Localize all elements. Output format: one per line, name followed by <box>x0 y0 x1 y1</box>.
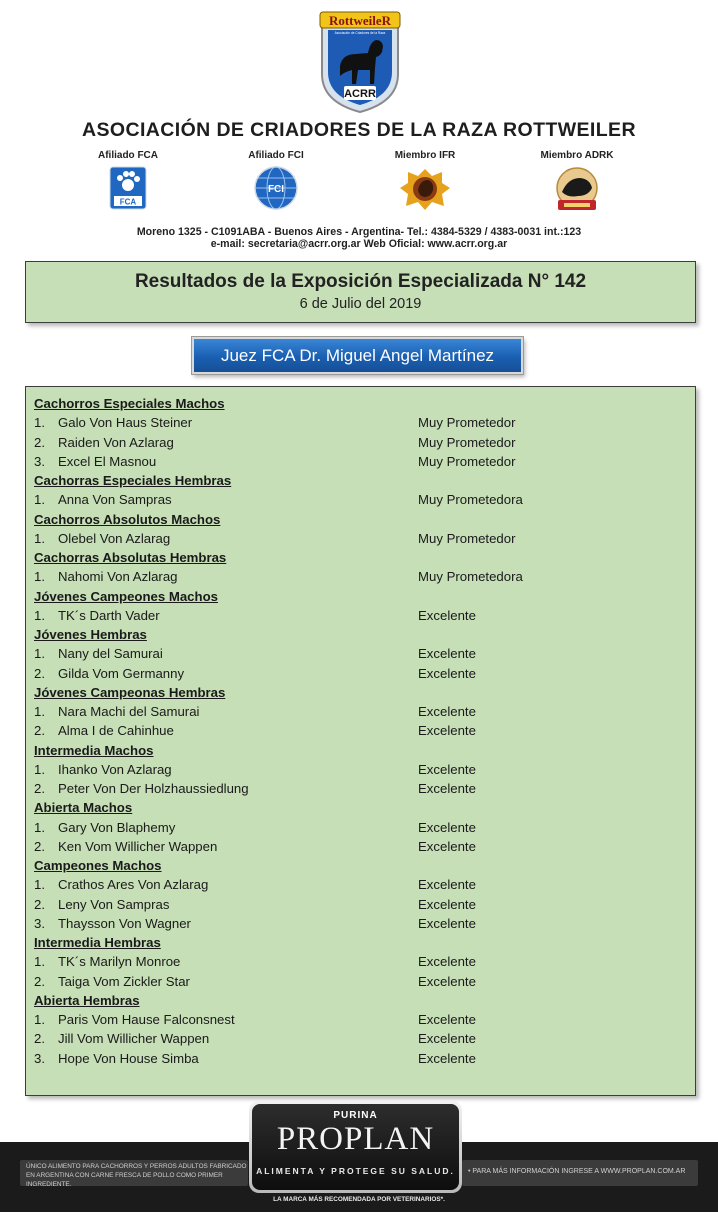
result-row <box>34 972 684 991</box>
result-grade: Excelente <box>418 704 476 719</box>
category-heading: Cachorros Absolutos Machos <box>34 511 221 527</box>
results-title-box <box>25 261 696 323</box>
result-position: 2. <box>34 781 45 796</box>
dog-name: Anna Von Sampras <box>58 492 172 508</box>
dog-name: Alma I de Cahinhue <box>58 723 174 739</box>
result-row <box>34 895 684 914</box>
result-row <box>34 567 684 586</box>
category-heading: Intermedia Hembras <box>34 935 161 950</box>
dog-name: Ken Vom Willicher Wappen <box>58 838 218 854</box>
dog-name: Excel El Masnou <box>58 453 157 469</box>
category-heading: Cachorras Especiales Hembras <box>34 473 232 488</box>
category-heading: Campeones Machos <box>34 858 162 873</box>
affiliation-ifr <box>370 150 480 212</box>
dog-name: Peter Von Der Holzhaussiedlung <box>58 781 249 796</box>
organization-name: ASOCIACIÓN DE CRIADORES DE LA RAZA ROTTWEILER <box>82 119 636 141</box>
result-row <box>34 1029 684 1048</box>
affiliation-adrk <box>522 150 632 214</box>
dog-name: Crathos Ares Von Azlarag <box>58 877 209 893</box>
result-row <box>34 721 684 740</box>
judge-banner: Juez FCA Dr. Miguel Angel Martínez <box>192 337 523 374</box>
result-position: 2. <box>34 838 45 854</box>
result-row <box>34 1049 684 1068</box>
category-heading: Intermedia Machos <box>34 742 154 758</box>
category-heading: Abierta Machos <box>34 800 133 816</box>
category-heading: Abierta Hembras <box>34 992 140 1008</box>
result-grade: Excelente <box>418 665 476 681</box>
result-position: 1. <box>34 646 45 662</box>
svg-text:RottweileR: RottweileR <box>328 13 392 28</box>
results-list <box>34 394 684 1068</box>
proplan-logo <box>249 1101 462 1193</box>
result-row <box>34 702 684 721</box>
result-grade: Excelente <box>418 1031 476 1047</box>
result-row <box>34 952 684 971</box>
result-position: 2. <box>34 723 45 739</box>
result-position: 1. <box>34 492 45 508</box>
category-heading: Jóvenes Campeones Machos <box>34 588 218 604</box>
result-position: 1. <box>34 877 45 893</box>
result-position: 1. <box>34 761 45 777</box>
result-grade: Excelente <box>418 819 476 835</box>
result-position: 1. <box>34 530 45 546</box>
result-grade: Excelente <box>418 973 476 989</box>
result-grade: Excelente <box>418 1012 476 1027</box>
result-grade: Excelente <box>418 954 476 970</box>
result-position: 3. <box>34 915 45 931</box>
results-date: 6 de Julio del 2019 <box>299 296 422 312</box>
result-grade: Excelente <box>418 646 476 662</box>
result-row <box>34 914 684 933</box>
result-row <box>34 760 684 779</box>
result-position: 1. <box>34 704 45 719</box>
dog-name: Nany del Samurai <box>58 646 163 662</box>
results-title: Resultados de la Exposición Especializada N° 142 <box>134 271 587 292</box>
result-grade: Excelente <box>418 877 476 893</box>
fci-globe-icon <box>252 166 300 210</box>
result-grade: Muy Prometedor <box>418 434 516 450</box>
result-position: 1. <box>34 569 45 585</box>
affiliation-label: Afiliado FCA <box>98 150 158 161</box>
dog-name: Hope Von House Simba <box>58 1050 199 1066</box>
result-row <box>34 433 684 452</box>
dog-name: Ihanko Von Azlarag <box>58 761 172 777</box>
result-row <box>34 664 684 683</box>
result-position: 3. <box>34 453 45 469</box>
dog-name: Olebel Von Azlarag <box>58 530 171 546</box>
result-row <box>34 1010 684 1029</box>
category-heading: Jóvenes Hembras <box>34 627 147 642</box>
affiliation-label: Afiliado FCI <box>248 150 304 161</box>
dog-name: Paris Vom Hause Falconsnest <box>58 1012 235 1027</box>
result-grade: Excelente <box>418 607 476 623</box>
acrr-logo <box>318 10 402 114</box>
affiliation-label: Miembro ADRK <box>540 150 614 161</box>
dog-name: Nara Machi del Samurai <box>58 704 200 719</box>
result-row <box>34 837 684 856</box>
sponsor-right-panel <box>462 1160 698 1186</box>
sponsor-bottom-text: LA MARCA MÁS RECOMENDADA POR VETERINARIOS*. <box>273 1196 445 1203</box>
ifr-emblem-icon <box>398 166 452 212</box>
result-grade: Excelente <box>418 896 476 912</box>
result-grade: Excelente <box>418 761 476 777</box>
category-heading: Jóvenes Campeonas Hembras <box>34 684 226 700</box>
address-line: Moreno 1325 - C1091ABA - Buenos Aires - Argentina- Tel.: 4384-5329 / 4383-0031 int.:123 <box>136 226 582 238</box>
svg-text:Asociación de Criadores de la: Asociación de Criadores de la Raza <box>334 31 386 35</box>
dog-name: Gilda Vom Germanny <box>58 665 185 681</box>
result-grade: Excelente <box>418 1050 476 1066</box>
dog-name: TK´s Marilyn Monroe <box>58 954 181 970</box>
svg-text:FCA: FCA <box>119 197 137 207</box>
category-heading: Cachorras Absolutas Hembras <box>34 550 227 565</box>
affiliation-fca <box>73 150 183 210</box>
result-row <box>34 529 684 548</box>
result-grade: Excelente <box>418 781 476 796</box>
proplan-tagline: ALIMENTA Y PROTEGE SU SALUD. <box>256 1166 455 1176</box>
dog-name: Leny Von Sampras <box>58 896 170 912</box>
result-position: 2. <box>34 896 45 912</box>
sponsor-left-text: ÚNICO ALIMENTO PARA CACHORROS Y PERROS ADULTOS FABRICADO EN ARGENTINA CON CARNE FRESCA DE POLLO COMO PRIMER INGREDIENTE. <box>26 1163 247 1188</box>
result-position: 2. <box>34 1031 45 1047</box>
result-position: 1. <box>34 415 45 431</box>
svg-text:FCI: FCI <box>267 184 285 195</box>
result-grade: Muy Prometedor <box>418 530 516 546</box>
result-row <box>34 875 684 894</box>
dog-name: Raiden Von Azlarag <box>58 434 174 450</box>
result-position: 3. <box>34 1050 45 1066</box>
result-grade: Muy Prometedor <box>418 453 516 469</box>
sponsor-right-text: • PARA MÁS INFORMACIÓN INGRESE A WWW.PROPLAN.COM.AR <box>468 1168 686 1175</box>
result-grade: Excelente <box>418 915 476 931</box>
result-row <box>34 779 684 798</box>
result-grade: Muy Prometedora <box>418 569 523 585</box>
contact-line: e-mail: secretaria@acrr.org.ar Web Oficial: www.acrr.org.ar <box>210 238 508 250</box>
result-row <box>34 413 684 432</box>
adrk-emblem-icon <box>554 166 600 214</box>
dog-name: Galo Von Haus Steiner <box>58 415 193 431</box>
dog-name: Nahomi Von Azlarag <box>58 569 178 585</box>
result-position: 1. <box>34 819 45 835</box>
result-position: 1. <box>34 1012 45 1027</box>
result-row <box>34 818 684 837</box>
affiliation-label: Miembro IFR <box>394 150 456 161</box>
result-grade: Muy Prometedora <box>418 492 523 508</box>
result-position: 2. <box>34 973 45 989</box>
result-grade: Excelente <box>418 723 476 739</box>
dog-name: Taiga Vom Zickler Star <box>58 973 190 989</box>
result-row <box>34 490 684 509</box>
fca-paw-icon <box>109 166 147 210</box>
purina-wordmark: PURINA <box>333 1110 378 1121</box>
result-position: 1. <box>34 607 45 623</box>
category-heading: Cachorros Especiales Machos <box>34 396 225 411</box>
dog-name: Jill Vom Willicher Wappen <box>58 1031 210 1047</box>
dog-name: Gary Von Blaphemy <box>58 819 176 835</box>
sponsor-left-panel <box>20 1160 248 1186</box>
result-row <box>34 452 684 471</box>
result-grade: Excelente <box>418 838 476 854</box>
result-grade: Muy Prometedor <box>418 415 516 431</box>
svg-text:ACRR: ACRR <box>344 88 376 100</box>
dog-name: TK´s Darth Vader <box>58 607 160 623</box>
affiliation-fci <box>221 150 331 210</box>
dog-name: Thaysson Von Wagner <box>58 915 191 931</box>
results-panel <box>25 386 696 1096</box>
result-position: 2. <box>34 665 45 681</box>
result-position: 2. <box>34 434 45 450</box>
result-row <box>34 644 684 663</box>
result-row <box>34 606 684 625</box>
result-position: 1. <box>34 954 45 970</box>
proplan-wordmark: PROPLAN <box>276 1121 435 1157</box>
